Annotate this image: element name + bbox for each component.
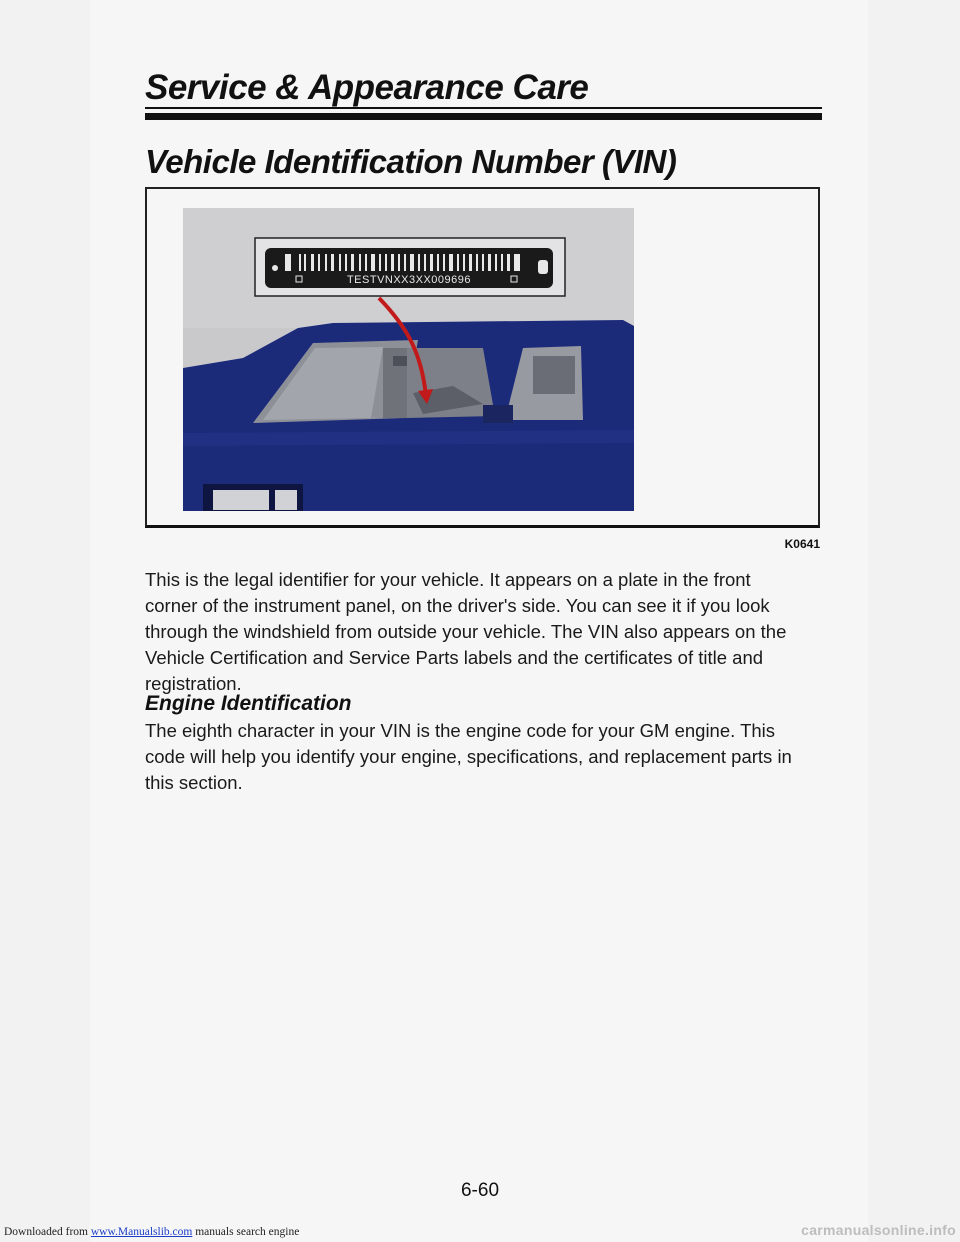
title-rule-thick (145, 113, 822, 120)
manualslib-link[interactable]: www.Manualslib.com (90, 1226, 193, 1238)
vin-plate-text: TESTVNXX3XX009696 (346, 274, 472, 286)
title-rule-thin (145, 107, 822, 109)
vin-illustration (183, 208, 634, 511)
watermark: carmanualsonline.info (801, 1222, 956, 1238)
download-prefix: Downloaded from (4, 1226, 88, 1238)
figure-code: K0641 (784, 537, 820, 551)
paragraph-engine-identification: The eighth character in your VIN is the engine code for your GM engine. This code will help you identify your engine, specifications, and replacement parts in this section. (145, 720, 792, 793)
paragraph-vin-description: This is the legal identifier for your vehicle. It appears on a plate in the front corner of the instrument panel, on the driver's side. You can see it if you look through the windshield from outside your vehicle. The VIN also appears on the Vehicle Certification and Service Parts labels and the certificates of title and registration. (145, 569, 787, 694)
page-heading: Vehicle Identification Number (VIN) (145, 143, 677, 180)
subheading-engine-identification: Engine Identification (145, 692, 352, 715)
download-suffix: manuals search engine (195, 1226, 300, 1238)
section-title: Service & Appearance Care (145, 68, 589, 107)
page-number: 6-60 (460, 1180, 500, 1201)
download-notice (4, 1226, 299, 1238)
